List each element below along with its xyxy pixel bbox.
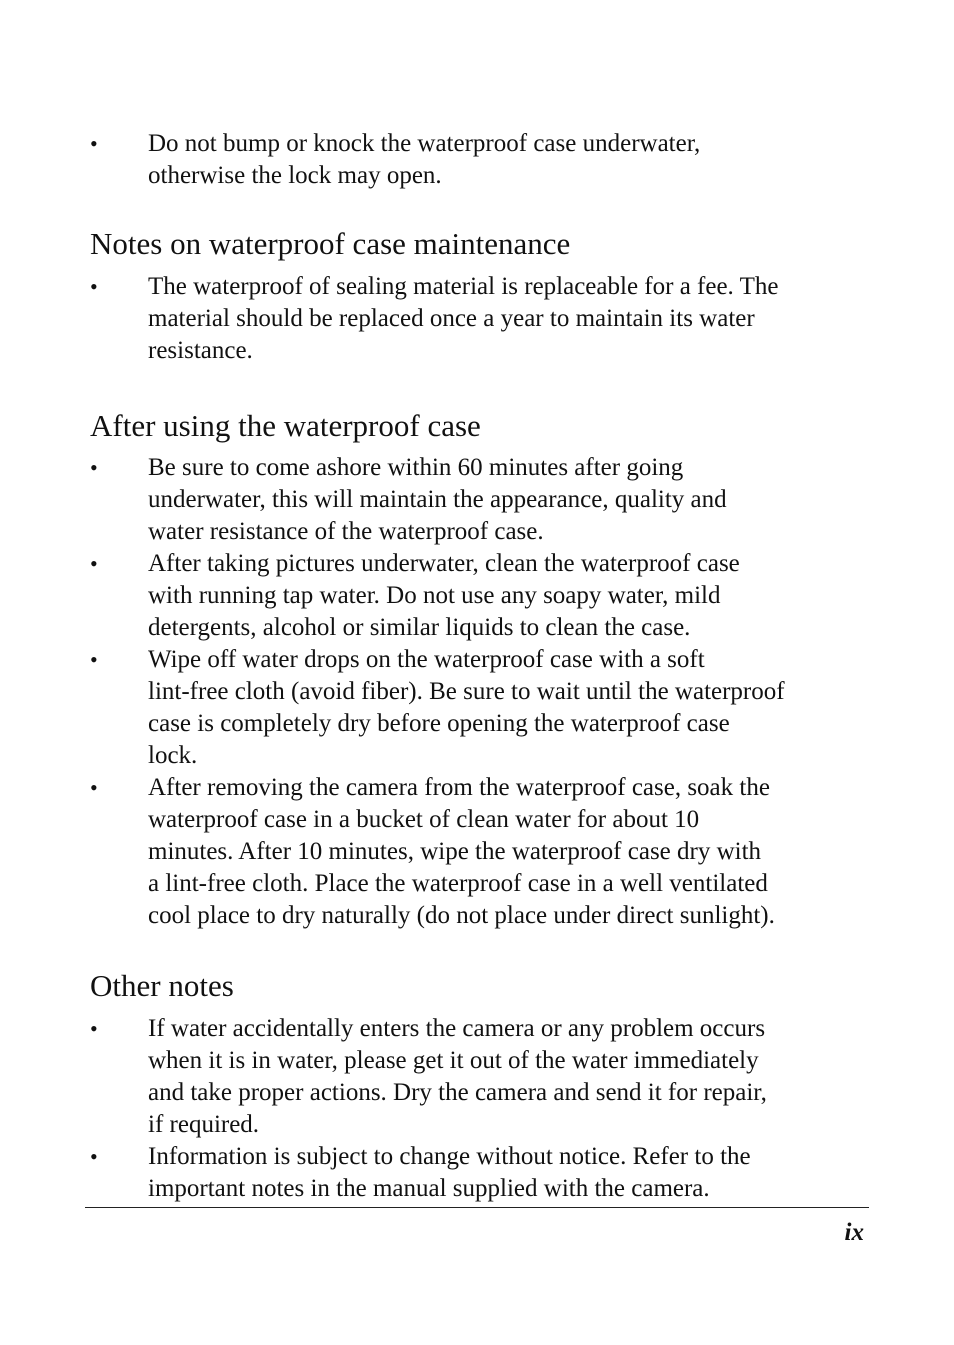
bullet-icon: • bbox=[90, 647, 98, 672]
other-notes-heading: Other notes bbox=[90, 968, 234, 1003]
list-item-text: After taking pictures underwater, clean the waterproof case with running tap water. Do not use any soapy water, mild detergents, alcohol or similar liquids to clean the case. bbox=[148, 550, 740, 641]
other-notes-bullet-list bbox=[90, 1013, 880, 1205]
list-item-text: If water accidentally enters the camera or any problem occurs when it is in water, please get it out of the water immediately and take proper actions. Dry the camera and send it for repair, if required. bbox=[148, 1015, 767, 1138]
bullet-icon: • bbox=[90, 131, 98, 156]
list-item bbox=[90, 128, 880, 192]
list-item bbox=[90, 644, 880, 772]
intro-bullet-list bbox=[90, 128, 880, 192]
list-item-text: The waterproof of sealing material is replaceable for a fee. The material should be replaced once a year to maintain its water resistance. bbox=[148, 273, 779, 364]
bullet-icon: • bbox=[90, 1144, 98, 1169]
intro-section bbox=[90, 128, 880, 192]
after-use-heading: After using the waterproof case bbox=[90, 408, 481, 443]
bullet-icon: • bbox=[90, 551, 98, 576]
bullet-icon: • bbox=[90, 1016, 98, 1041]
list-item bbox=[90, 452, 880, 548]
after-use-section bbox=[90, 452, 880, 932]
list-item-text: After removing the camera from the waterproof case, soak the waterproof case in a bucket of clean water for about 10 minutes. After 10 minutes, wipe the waterproof case dry with a lint-free cloth. Place the waterproof case in a well ventilated cool place to dry naturally (do not place under direct sunlight). bbox=[148, 774, 775, 929]
list-item-text: Wipe off water drops on the waterproof case with a soft lint-free cloth (avoid fiber). Be sure to wait until the waterproof case is completely dry before opening the waterproof case lock. bbox=[148, 646, 785, 769]
footer-divider bbox=[85, 1207, 869, 1208]
page-number: ix bbox=[844, 1219, 864, 1246]
list-item bbox=[90, 271, 880, 367]
list-item-text: Information is subject to change without notice. Refer to the important notes in the manual supplied with the camera. bbox=[148, 1143, 751, 1202]
after-use-bullet-list bbox=[90, 452, 880, 932]
list-item bbox=[90, 548, 880, 644]
other-notes-section bbox=[90, 1013, 880, 1205]
bullet-icon: • bbox=[90, 455, 98, 480]
list-item bbox=[90, 1013, 880, 1141]
maintenance-bullet-list bbox=[90, 271, 880, 367]
bullet-icon: • bbox=[90, 775, 98, 800]
bullet-icon: • bbox=[90, 274, 98, 299]
list-item-text: Do not bump or knock the waterproof case underwater, otherwise the lock may open. bbox=[148, 130, 701, 189]
maintenance-heading: Notes on waterproof case maintenance bbox=[90, 226, 571, 261]
list-item-text: Be sure to come ashore within 60 minutes after going underwater, this will maintain the appearance, quality and water resistance of the waterproof case. bbox=[148, 454, 727, 545]
list-item bbox=[90, 1141, 880, 1205]
list-item bbox=[90, 772, 880, 932]
maintenance-section bbox=[90, 271, 880, 367]
